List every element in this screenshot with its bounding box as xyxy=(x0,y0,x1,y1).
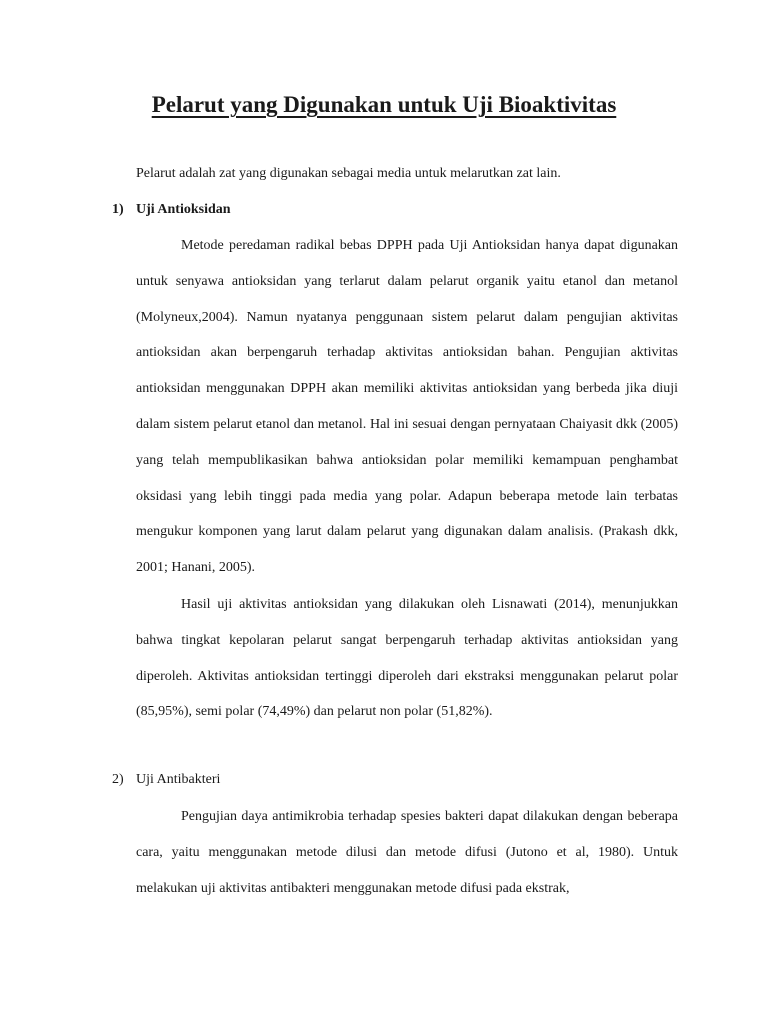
section-number: 2) xyxy=(112,772,124,787)
section-heading-antibakteri xyxy=(112,772,220,788)
document-title: Pelarut yang Digunakan untuk Uji Bioaktivitas xyxy=(151,92,617,117)
section-title: Uji Antioksidan xyxy=(136,202,231,217)
body-paragraph: Pengujian daya antimikrobia terhadap spesies bakteri dapat dilakukan dengan beberapa cara, yaitu menggunakan metode dilusi dan metode difusi (Jutono et al, 1980). Untuk melakukan uji aktivitas antibakteri menggunakan metode difusi pada ekstrak, xyxy=(136,809,678,896)
section-number: 1) xyxy=(112,202,124,217)
section-heading-antioksidan xyxy=(112,202,231,218)
body-paragraph: Metode peredaman radikal bebas DPPH pada Uji Antioksidan hanya dapat digunakan untuk senyawa antioksidan yang terlarut dalam pelarut organik yaitu etanol dan metanol (Molyneux,2004). Namun nyatanya penggunaan sistem pelarut dalam pengujian aktivitas antioksidan akan berpengaruh terhadap aktivitas antioksidan bahan. Pengujian aktivitas antioksidan menggunakan DPPH akan memiliki aktivitas antioksidan yang berbeda jika diuji dalam sistem pelarut etanol dan metanol. Hal ini sesuai dengan pernyataan Chaiyasit dkk (2005) yang telah mempublikasikan bahwa antioksidan polar memiliki kemampuan penghambat oksidasi yang lebih tinggi pada media yang polar. Adapun beberapa metode lain terbatas mengukur komponen yang larut dalam pelarut yang digunakan dalam analisis. (Prakash dkk, 2001; Hanani, 2005). xyxy=(136,238,678,576)
intro-paragraph: Pelarut adalah zat yang digunakan sebagai media untuk melarutkan zat lain. xyxy=(136,166,561,181)
body-paragraph: Hasil uji aktivitas antioksidan yang dilakukan oleh Lisnawati (2014), menunjukkan bahwa tingkat kepolaran pelarut sangat berpengaruh terhadap aktivitas antioksidan yang diperoleh. Aktivitas antioksidan tertinggi diperoleh dari ekstraksi menggunakan pelarut polar (85,95%), semi polar (74,49%) dan pelarut non polar (51,82%). xyxy=(136,597,678,720)
section-title: Uji Antibakteri xyxy=(136,772,221,787)
